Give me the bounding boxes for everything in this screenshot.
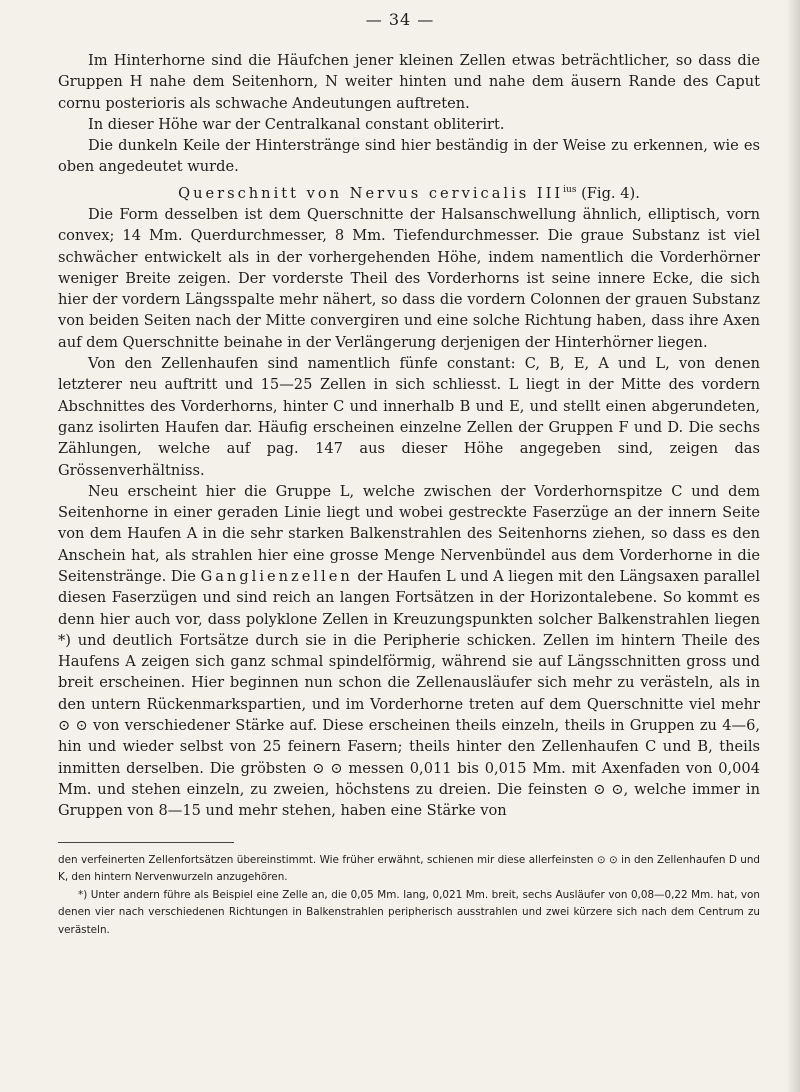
paragraph-6-emphasis: Ganglienzellen — [200, 567, 353, 585]
paragraph-6-part-a: Neu erscheint hier die Gruppe L, welche zwischen der Vorderhornspitze C und dem Seitenhorne in einer geraden Linie liegt und wobei gestreckte Faserzüge an der innern Seite von dem Haufen A in die sehr starken Balkenstrahlen des Seitenhorns ziehen, so dass es den Anschein hat, als strahlen hier eine grosse Menge Nervenbündel aus dem Vorderhorne in die Seitenstränge. Die — [58, 482, 760, 585]
page-number: — 34 — — [365, 10, 435, 29]
paragraph-5: Von den Zellenhaufen sind namentlich fünfe constant: C, B, E, A und L, von denen letzterer neu auftritt und 15—25 Zellen in sich schliesst. L liegt in der Mitte des vordern Abschnittes des Vorderhorns, hinter C und innerhalb B und E, und stellt einen abgerundeten, ganz isolirten Haufen dar. Häufig erscheinen einzelne Zellen der Gruppen F und D. Die sechs Zählungen, welche auf pag. 147 aus dieser Höhe angegeben sind, zeigen das Grössenverhältniss. — [58, 355, 760, 479]
section-heading-superscript: ius — [563, 184, 577, 195]
footnote-1: *) Unter andern führe als Beispiel eine Zelle an, die 0,05 Mm. lang, 0,021 Mm. breit, sechs Ausläufer von 0,08—0,22 Mm. hat, von denen vier nach verschiedenen Richtungen in Balkenstrahlen peripherisch ausstrahlen und zwei kürzere sich nach dem Centrum zu verästeln. — [58, 888, 760, 936]
section-heading-figure-ref: (Fig. 4). — [576, 184, 640, 202]
footnote-divider — [58, 842, 234, 843]
section-heading-title: Querschnitt von Nervus cervicalis III — [178, 184, 564, 202]
paragraph-6 — [58, 481, 760, 822]
page-edge-shadow — [786, 0, 800, 1092]
footnote-continuation: den verfeinerten Zellenfortsätzen übereinstimmt. Wie früher erwähnt, schienen mir diese allerfeinsten ⊙ ⊙ in den Zellenhaufen D und K, den hintern Nervenwurzeln anzugehören. — [58, 854, 760, 884]
main-text — [58, 50, 760, 822]
section-heading — [58, 180, 760, 204]
paragraph-1: Im Hinterhorne sind die Häufchen jener kleinen Zellen etwas beträchtlicher, so dass die Gruppen H nahe dem Seitenhorn, N weiter hinten und nahe dem äusern Rande des Caput cornu posterioris als schwache Andeutungen auftreten. — [58, 52, 760, 112]
paragraph-3: Die dunkeln Keile der Hinterstränge sind hier beständig in der Weise zu erkennen, wie es oben angedeutet wurde. — [58, 137, 760, 176]
footnotes — [58, 852, 760, 939]
paragraph-6-part-b: der Haufen L und A liegen mit den Längsaxen parallel diesen Faserzügen und sind reich an langen Fortsätzen in der Horizontalebene. So kommt es denn hier auch vor, dass polyklone Zellen in Kreuzungspunkten solcher Balkenstrahlen liegen *) und deutlich Fortsätze durch sie in die Peripherie schicken. Zellen im hintern Theile des Haufens A zeigen sich ganz schmal spindelförmig, während sie auf Längsschnitten gross und breit erscheinen. Hier beginnen nun schon die Zellenausläufer sich mehr zu verästeln, als in den untern Rückenmarkspartien, und im Vorderhorne treten auf dem Querschnitte viel mehr ⊙ ⊙ von verschiedener Stärke auf. Diese erscheinen theils einzeln, theils in Gruppen zu 4—6, hin und wieder selbst von 25 feinern Fasern; theils hinter den Zellenhaufen C und B, theils inmitten derselben. Die gröbsten ⊙ ⊙ messen 0,011 bis 0,015 Mm. mit Axenfaden von 0,004 Mm. und stehen einzeln, zu zweien, höchstens zu dreien. Die feinsten ⊙ ⊙, welche immer in Gruppen von 8—15 und mehr stehen, haben eine Stärke von — [58, 567, 760, 820]
paragraph-4: Die Form desselben ist dem Querschnitte der Halsanschwellung ähnlich, elliptisch, vorn convex; 14 Mm. Querdurchmesser, 8 Mm. Tiefendurchmesser. Die graue Substanz ist viel schwächer entwickelt als in der vorhergehenden Höhe, indem namentlich die Vorderhörner weniger Breite zeigen. Der vorderste Theil des Vorderhorns ist seine innere Ecke, die sich hier der vordern Längsspalte mehr nähert, so dass die vordern Colonnen der grauen Substanz von beiden Seiten nach der Mitte convergiren und eine solche Richtung haben, dass ihre Axen auf dem Querschnitte beinahe in der Verlängerung derjenigen der Hinterhörner liegen. — [58, 205, 760, 351]
paragraph-2: In dieser Höhe war der Centralkanal constant obliterirt. — [88, 115, 505, 133]
